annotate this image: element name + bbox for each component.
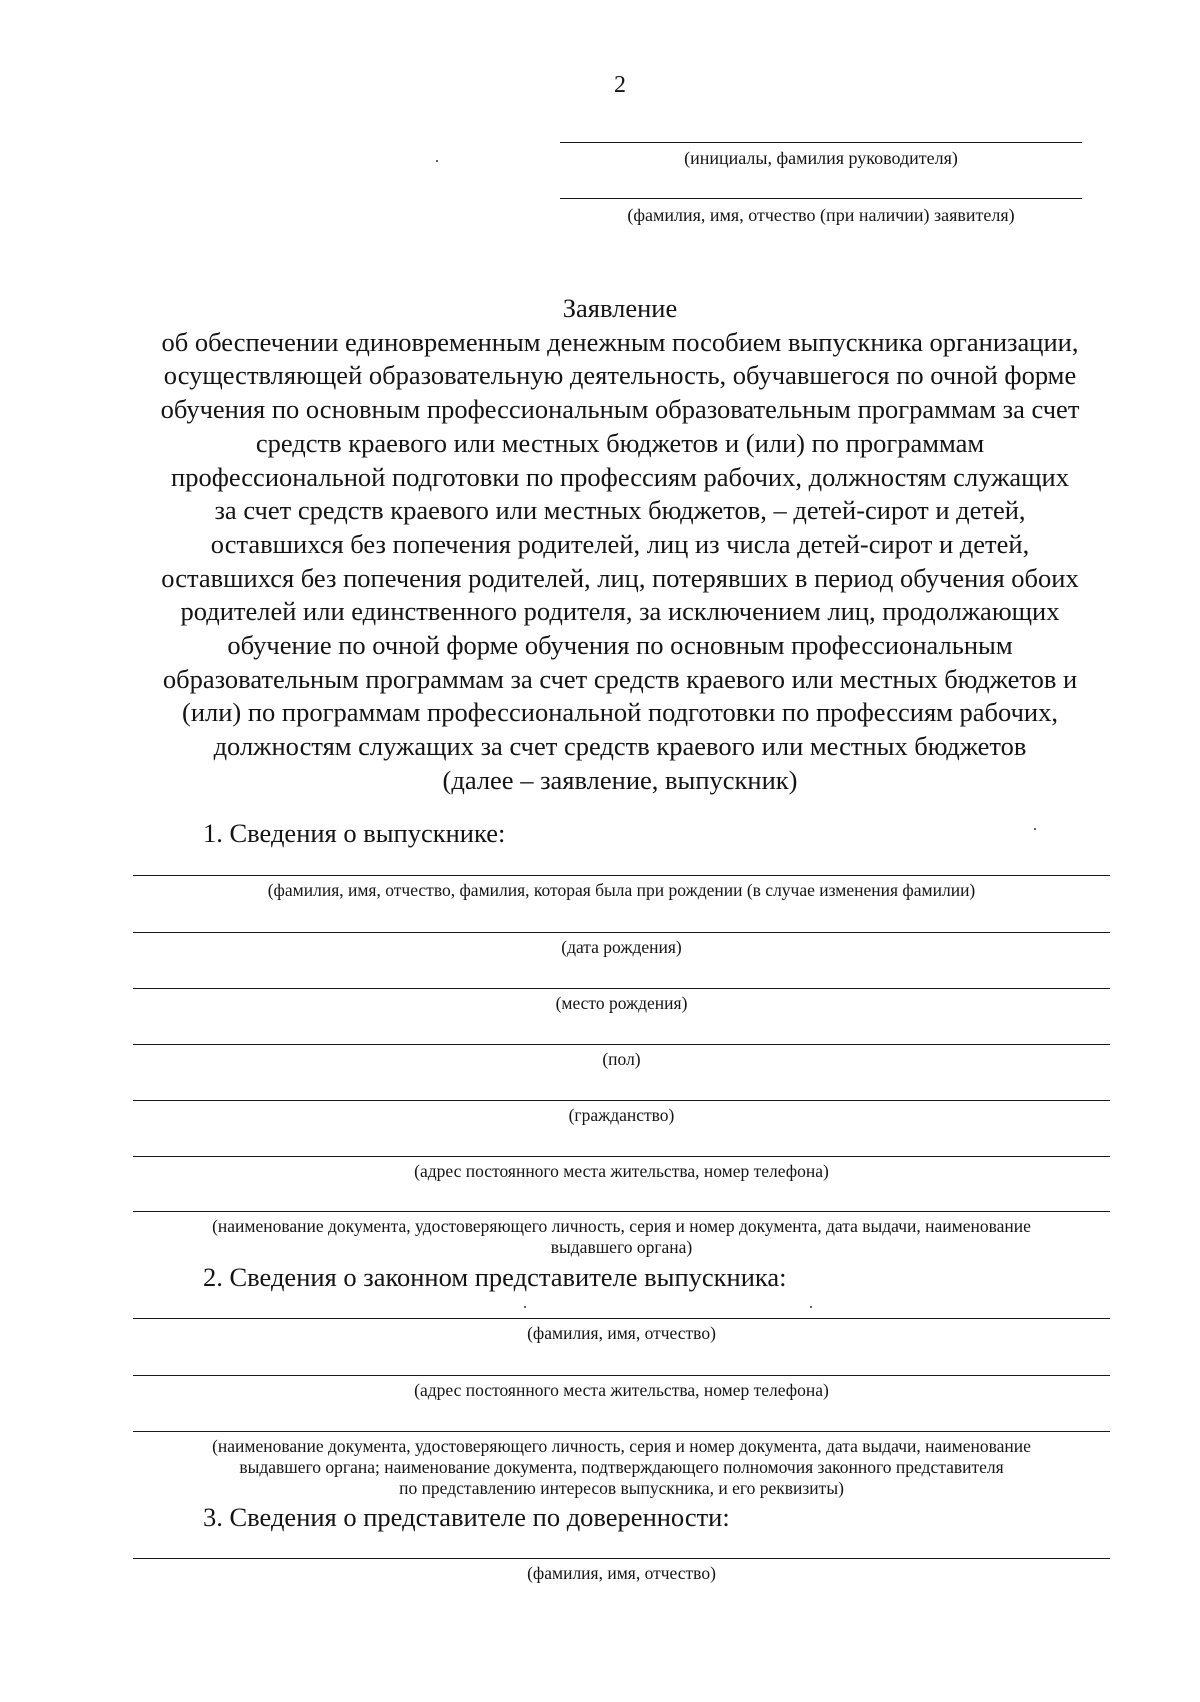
scan-speck: [436, 160, 438, 162]
caption-text: (пол): [602, 1049, 641, 1069]
head-name-line[interactable]: [560, 142, 1082, 143]
caption-text: (адрес постоянного места жительства, номер телефона): [414, 1161, 829, 1181]
scan-speck: [810, 1306, 812, 1308]
title-line: средств краевого или местных бюджетов и (или) по программам: [255, 427, 985, 458]
title-line: обучения по основным профессиональным образовательным программам за счет: [160, 394, 1080, 425]
title-line: родителей или единственного родителя, за исключением лиц, продолжающих: [180, 596, 1060, 627]
address-phone-caption: [133, 1161, 1110, 1182]
identity-document-caption: [133, 1216, 1110, 1258]
head-name-caption: (инициалы, фамилия руководителя): [684, 148, 958, 168]
title-line: за счет средств краевого или местных бюджетов, – детей-сирот и детей,: [214, 495, 1026, 526]
applicant-name-caption: (фамилия, имя, отчество (при наличии) заявителя): [627, 205, 1015, 225]
birth-place-caption: [133, 993, 1110, 1014]
page-number: 2: [614, 72, 626, 98]
representative-document-caption: [133, 1436, 1110, 1499]
caption-text: выдавшего органа): [550, 1237, 693, 1257]
title-line: профессиональной подготовки по профессиям рабочих, должностям служащих: [171, 461, 1069, 492]
caption-text: (гражданство): [568, 1105, 675, 1125]
title-line: об обеспечении единовременным денежным пособием выпускника организации,: [161, 326, 1079, 357]
birth-place-line[interactable]: [133, 988, 1110, 989]
title-line: оставшихся без попечения родителей, лиц из числа детей-сирот и детей,: [210, 528, 1030, 559]
title-line: (далее – заявление, выпускник): [442, 764, 798, 795]
sex-caption: [133, 1049, 1110, 1070]
caption-text: (дата рождения): [561, 937, 682, 957]
representative-address-caption: [133, 1380, 1110, 1401]
caption-text: (место рождения): [555, 993, 688, 1013]
caption-text: (наименование документа, удостоверяющего личность, серия и номер документа, дата выдачи, наименование: [212, 1436, 1031, 1456]
section-3-heading: 3. Сведения о представителе по доверенности:: [203, 1502, 730, 1532]
section-1-heading: 1. Сведения о выпускнике:: [203, 818, 506, 848]
graduate-fullname-line[interactable]: [133, 875, 1110, 876]
citizenship-line[interactable]: [133, 1100, 1110, 1101]
sex-line[interactable]: [133, 1044, 1110, 1045]
title-line: оставшихся без попечения родителей, лиц, потерявших в период обучения обоих: [161, 562, 1079, 593]
caption-text: (фамилия, имя, отчество, фамилия, которая была при рождении (в случае изменения фамилии): [267, 880, 976, 900]
scan-speck: [1034, 828, 1036, 830]
title-heading: Заявление: [562, 293, 678, 323]
representative-document-line[interactable]: [133, 1431, 1110, 1432]
representative-fullname-caption: [133, 1323, 1110, 1344]
caption-text: (фамилия, имя, отчество): [527, 1323, 716, 1343]
address-phone-line[interactable]: [133, 1156, 1110, 1157]
section-2-heading: 2. Сведения о законном представителе выпускника:: [203, 1262, 787, 1292]
caption-text: (адрес постоянного места жительства, номер телефона): [414, 1380, 829, 1400]
identity-document-line[interactable]: [133, 1211, 1110, 1212]
proxy-fullname-line[interactable]: [133, 1558, 1110, 1559]
proxy-fullname-caption: [133, 1563, 1110, 1584]
birth-date-caption: [133, 937, 1110, 958]
applicant-name-line[interactable]: [560, 198, 1082, 199]
title-line: должностям служащих за счет средств краевого или местных бюджетов: [213, 731, 1027, 762]
representative-fullname-line[interactable]: [133, 1318, 1110, 1319]
caption-text: (наименование документа, удостоверяющего личность, серия и номер документа, дата выдачи, наименование: [212, 1216, 1031, 1236]
title-line: обучение по очной форме обучения по основным профессиональным: [227, 630, 1013, 661]
citizenship-caption: [133, 1105, 1110, 1126]
document-title: [120, 292, 1120, 798]
title-line: осуществляющей образовательную деятельность, обучавшегося по очной форме: [163, 360, 1077, 391]
graduate-fullname-caption: [133, 880, 1110, 901]
caption-text: выдавшего органа; наименование документа, подтверждающего полномочия законного представителя: [239, 1457, 1004, 1477]
representative-address-line[interactable]: [133, 1375, 1110, 1376]
caption-text: (фамилия, имя, отчество): [527, 1563, 716, 1583]
birth-date-line[interactable]: [133, 932, 1110, 933]
title-line: образовательным программам за счет средств краевого или местных бюджетов и: [162, 663, 1078, 694]
title-line: (или) по программам профессиональной подготовки по профессиям рабочих,: [182, 697, 1058, 728]
caption-text: по представлению интересов выпускника, и его реквизиты): [399, 1478, 844, 1498]
scan-speck: [524, 1306, 526, 1308]
